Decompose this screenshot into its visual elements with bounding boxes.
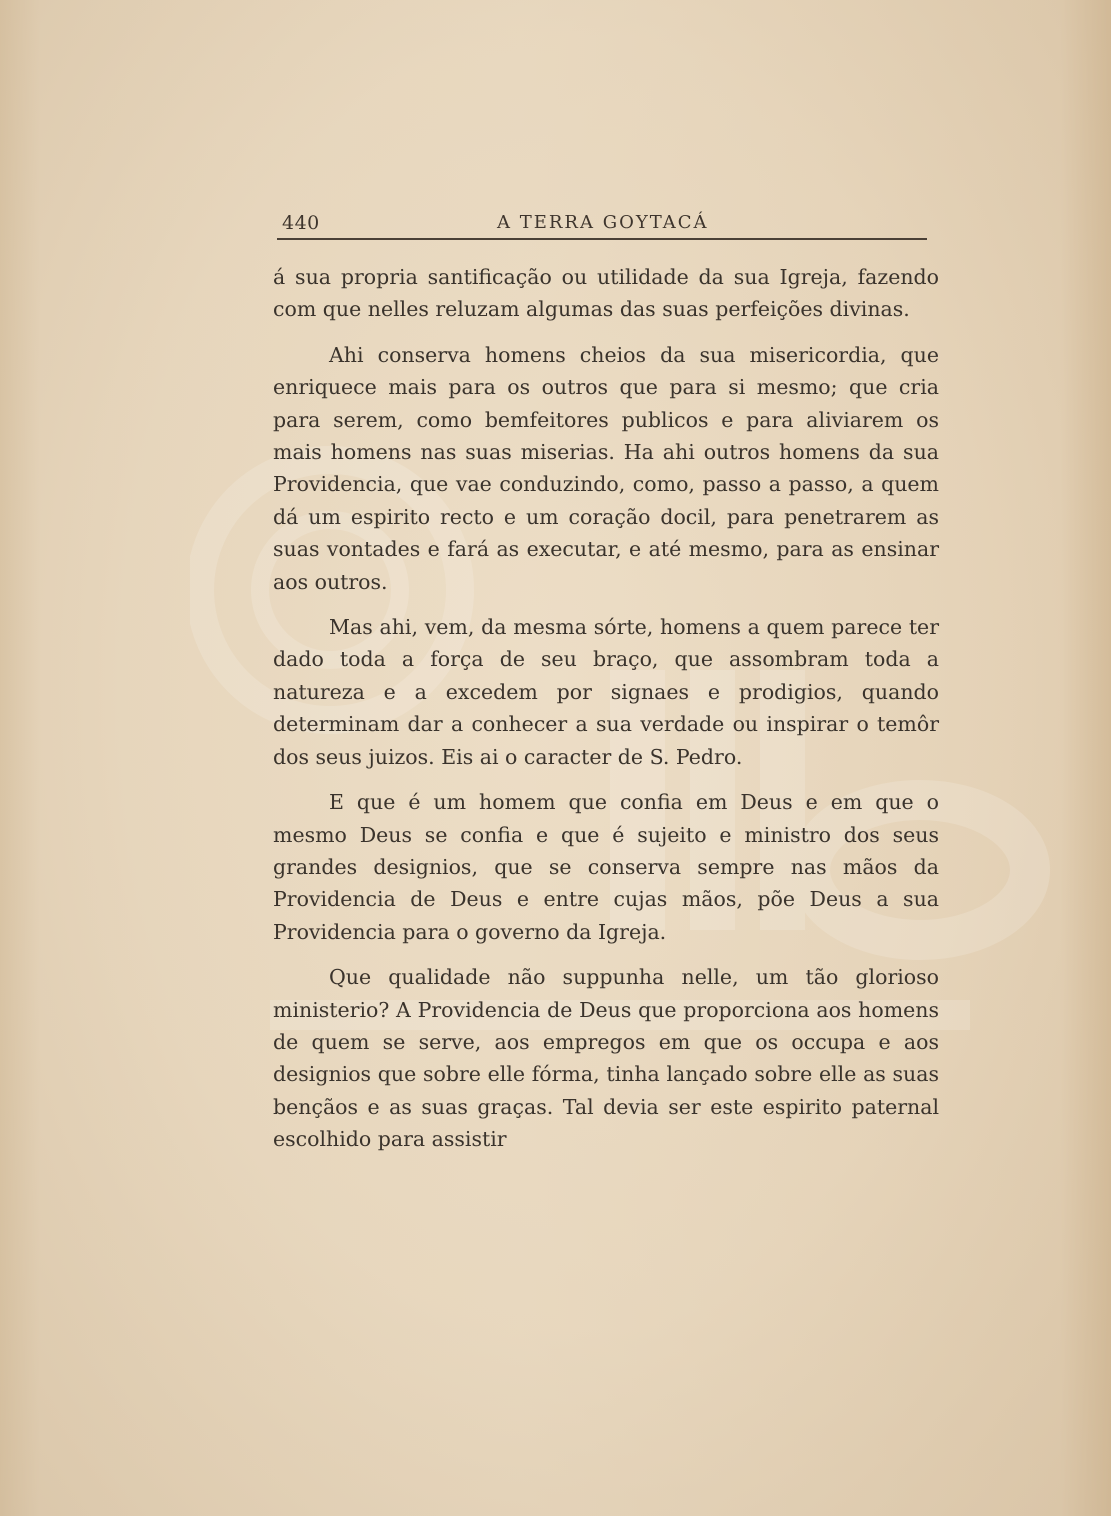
running-title: A TERRA GOYTACÁ	[497, 212, 709, 233]
paragraph: E que é um homem que confia em Deus e em que o mesmo Deus se confia e que é sujeito e ministro dos seus grandes designios, que se conserva sempre nas mãos da Providencia de Deus e entre cujas mãos, põe Deus a sua Providencia para o governo da Igreja.	[273, 790, 939, 944]
paragraph-continuation: á sua propria santificação ou utilidade da sua Igreja, fazendo com que nelles reluzam algumas das suas perfeições divinas.	[273, 265, 939, 322]
body-text	[273, 261, 939, 1156]
page-header	[277, 208, 927, 240]
page-number: 440	[282, 212, 320, 234]
paragraph: Que qualidade não suppunha nelle, um tão glorioso ministerio? A Providencia de Deus que proporciona aos homens de quem se serve, aos empregos em que os occupa e aos designios que sobre elle fórma, tinha lançado sobre elle as suas bençãos e as suas graças. Tal devia ser este espirito paternal escolhido para assistir	[273, 965, 939, 1152]
paragraph: Ahi conserva homens cheios da sua misericordia, que enriquece mais para os outros que para si mesmo; que cria para serem, como bemfeitores publicos e para aliviarem os mais homens nas suas miserias. Ha ahi outros homens da sua Providencia, que vae conduzindo, como, passo a passo, a quem dá um espirito recto e um coração docil, para penetrarem as suas vontades e fará as executar, e até mesmo, para as ensinar aos outros.	[273, 342, 939, 594]
paragraph: Mas ahi, vem, da mesma sórte, homens a quem parece ter dado toda a força de seu braço, que assombram toda a natureza e a excedem por signaes e prodigios, quando determinam dar a conhecer a sua verdade ou inspirar o temôr dos seus juizos. Eis ai o caracter de S. Pedro.	[273, 615, 939, 769]
